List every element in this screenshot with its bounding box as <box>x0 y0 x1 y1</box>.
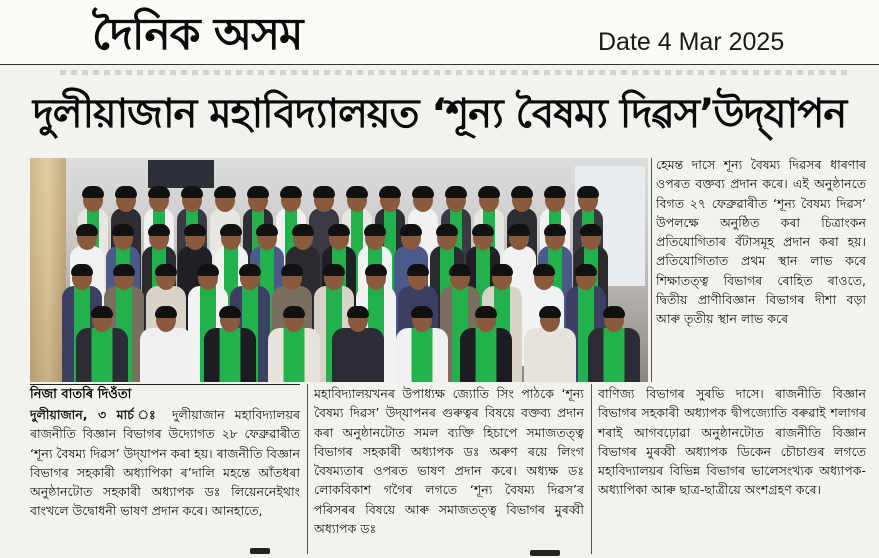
photo-tv-screen <box>148 160 214 188</box>
photo-person-hair <box>148 224 170 236</box>
photo-person-hair <box>346 186 368 198</box>
photo-person-body <box>524 328 576 382</box>
photo-person-hair <box>292 224 314 236</box>
photo-person-hair <box>280 186 302 198</box>
date-label: Date 4 Mar 2025 <box>598 28 785 56</box>
photo-person-hair <box>91 306 113 318</box>
photo-person-body <box>332 328 384 382</box>
photo-person-hair <box>475 306 497 318</box>
photo-person-body <box>204 328 256 382</box>
photo-person-hair <box>197 264 219 276</box>
photo-person <box>588 308 640 382</box>
newspaper-title: দৈনিক অসম <box>92 9 303 60</box>
column-divider <box>307 384 308 554</box>
photo-person-hair <box>112 224 134 236</box>
photo-person-hair <box>323 264 345 276</box>
photo-person-body <box>396 328 448 382</box>
photo-person-hair <box>347 306 369 318</box>
photo-person-hair <box>214 186 236 198</box>
photo-person <box>204 308 256 382</box>
photo-person-hair <box>313 186 335 198</box>
article-column-2: মহাবিদ্যালয়খনৰ উপাধ্যক্ষ জ্যোতি সিং পাঠকে ‘শূন্য বৈষম্য দিৱস’ উদ্‌যাপনৰ গুৰুত্বৰ বিষয়ে বক্তব্য প্ৰদান কৰা অনুষ্ঠানটোত সমল ব্যক্তি হিচাপে সমাজতত্ত্ব বিভাগৰ সহকাৰী অধ্যাপক ডঃ অৰুণ ৰয়ে লিংগ বৈষম্যতাৰ ওপৰত ভাষণ প্ৰদান কৰে। অধ্যক্ষ ডঃ লোকবিকাশ গগৈৰ লগতে ‘শূন্য বৈষম্য দিৱস’ৰ পৰিসৰৰ বিষয়ে আৰু সমাজতত্ত্ব বিভাগৰ মুৰব্বী অধ্যাপক ডঃ <box>314 386 584 537</box>
photo-person-body <box>268 328 320 382</box>
photo-person-hair <box>76 224 98 236</box>
photo-person-hair <box>436 224 458 236</box>
dateline: দুলীয়াজান, ৩ মাৰ্চ ঃ <box>30 407 162 422</box>
photo-person-hair <box>71 264 93 276</box>
photo-person-hair <box>580 224 602 236</box>
photo-person-hair <box>508 224 530 236</box>
photo-person-hair <box>328 224 350 236</box>
photo-person-hair <box>445 186 467 198</box>
photo-person-hair <box>539 306 561 318</box>
article-right-column: হেমন্ত দাসে শূন্য বৈষম্য দিৱসৰ ধাৰণাৰ ওপৰত বক্তব্য প্ৰদান কৰে। এই অনুষ্ঠানতে বিগত ২৭ ফেব্ৰুৱাৰীত ‘শূন্য বৈষম্য দিৱস’ উপলক্ষে অনুষ্ঠিত কৰা চিত্ৰাংকন প্ৰতিযোগিতাৰ বঁটাসমূহ প্ৰদান কৰা হয়। প্ৰতিযোগিতাত প্ৰথম স্থান লাভ কৰে শিক্ষাতত্ত্ব বিভাগৰ ৰোহিত ৰাওতে, দ্বিতীয় প্ৰাণীবিজ্ঞান বিভাগৰ দীশা বড়া আৰু তৃতীয় স্থান লাভ কৰে <box>656 157 866 327</box>
article-column-1 <box>30 405 300 521</box>
photo-person-hair <box>181 186 203 198</box>
photo-person <box>524 308 576 382</box>
photo-person <box>460 308 512 382</box>
photo-person-hair <box>113 264 135 276</box>
photo-person-hair <box>115 186 137 198</box>
column-divider <box>651 158 652 382</box>
photo-person-hair <box>511 186 533 198</box>
next-article-fragment <box>530 550 560 556</box>
photo-person-hair <box>184 224 206 236</box>
photo-person-hair <box>364 224 386 236</box>
photo-person-hair <box>491 264 513 276</box>
photo-person-hair <box>247 186 269 198</box>
article-headline: দুলীয়াজান মহাবিদ্যালয়ত ‘শূন্য বৈষম্য দিৱস’উদ্‌যাপন <box>32 91 847 137</box>
photo-person-hair <box>533 264 555 276</box>
photo-person-hair <box>379 186 401 198</box>
photo-person-hair <box>283 306 305 318</box>
photo-person-body <box>76 328 128 382</box>
photo-person-hair <box>219 306 241 318</box>
masthead-rule <box>0 64 879 65</box>
photo-person-hair <box>365 264 387 276</box>
next-article-fragment <box>250 548 270 554</box>
photo-person-hair <box>82 186 104 198</box>
photo-person <box>140 308 192 382</box>
photo-person <box>332 308 384 382</box>
photo-curtain <box>30 158 66 382</box>
article-column-3: বাণিজ্য বিভাগৰ সুৰভি দাসে। ৰাজনীতি বিজ্ঞান বিভাগৰ সহকাৰী অধ্যাপক দ্বীপজ্যোতি বৰুৱাই শলাগৰ শৰাই আগবঢ়োৱা অনুষ্ঠানটোত ৰাজনীতি বিজ্ঞান বিভাগৰ মুৰব্বী অধ্যাপক ডিকেন চৌচাগুৰ লগতে মহাবিদ্যালয়ৰ বিভিন্ন বিভাগৰ ভালেসংখ্যক অধ্যাপক-অধ্যাপিকা আৰু ছাত্ৰ-ছাত্ৰীয়ে অংশগ্ৰহণ কৰে। <box>598 386 866 498</box>
photo-person-hair <box>478 186 500 198</box>
photo-person-hair <box>220 224 242 236</box>
masthead <box>0 0 879 64</box>
photo-person-hair <box>449 264 471 276</box>
group-photo <box>30 158 648 382</box>
photo-person-body <box>460 328 512 382</box>
byline: নিজা বাতৰি দিওঁতা <box>30 384 300 405</box>
photo-person-hair <box>155 264 177 276</box>
column-divider <box>591 384 592 554</box>
photo-person-body <box>588 328 640 382</box>
photo-person-hair <box>239 264 261 276</box>
photo-person-hair <box>155 306 177 318</box>
photo-person-hair <box>256 224 278 236</box>
column-1-body: দুলীয়াজান মহাবিদ্যালয়ৰ ৰাজনীতি বিজ্ঞান বিভাগৰ উদ্যোগত ২৮ ফেব্ৰুৱাৰীত ‘শূন্য বৈষম্য দিৱস’ উদ্‌যাপন কৰা হয়। ৰাজনীতি বিজ্ঞান বিভাগৰ সহকাৰী অধ্যাপিকা ৰ’দালি মহন্তে আঁতধৰা অনুষ্ঠানটোত সহকাৰী অধ্যাপক ডঃ লিয়েননেইথাং বাংখলে উদ্বোধনী ভাষণ প্ৰদান কৰে। আনহাতে, <box>30 407 300 519</box>
photo-person-body <box>140 328 192 382</box>
photo-person <box>396 308 448 382</box>
photo-person-hair <box>411 306 433 318</box>
photo-person-hair <box>148 186 170 198</box>
photo-person-hair <box>472 224 494 236</box>
photo-person-hair <box>544 186 566 198</box>
photo-person <box>76 308 128 382</box>
photo-person-hair <box>575 264 597 276</box>
photo-person-hair <box>400 224 422 236</box>
photo-person-hair <box>281 264 303 276</box>
photo-person-hair <box>577 186 599 198</box>
photo-person-hair <box>603 306 625 318</box>
photo-person <box>268 308 320 382</box>
top-strip <box>60 70 850 75</box>
photo-person-hair <box>544 224 566 236</box>
photo-person-hair <box>412 186 434 198</box>
photo-person-hair <box>407 264 429 276</box>
